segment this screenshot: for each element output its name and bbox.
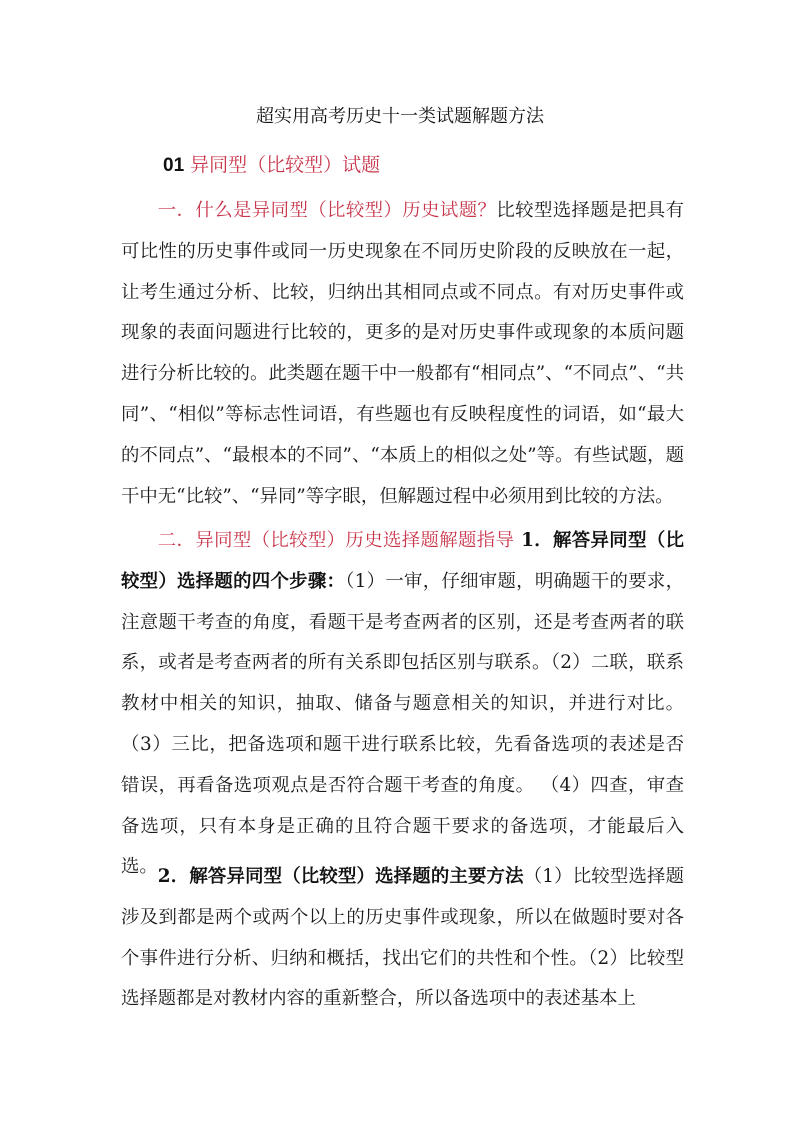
- steps-lead: 1．解答异同型（比较型）选择题的四个步骤：: [121, 530, 684, 592]
- paragraph-body-definition: 比较型选择题是把具有可比性的历史事件或同一历史现象在不同历史阶段的反映放在一起，让考生通过分析、比较，归纳出其相同点或不同点。有对历史事件或现象的表面问题进行比较的，更多的是对历史事件或现象的本质问题进行分析比较的。此类题在题干中一般都有“相同点”、“不同点”、“共同”、“相似”等标志性词语，有些题也有反映程度性的词语，如“最大的不同点”、“最根本的不同”、“本质上的相似之处”等。有些试题，题干中无“比较”、“异同”等字眼，但解题过程中必须用到比较的方法。: [121, 200, 684, 507]
- document-title: 超实用高考历史十一类试题解题方法: [256, 106, 544, 127]
- paragraph-heading-guidance: 二．异同型（比较型）历史选择题解题指导: [157, 530, 515, 551]
- methods-body: （1）比较型选择题涉及到都是两个或两个以上的历史事件或现象，所以在做题时要对各个事件进行分析、归纳和概括，找出它们的共性和个性。（2）比较型选择题都是对教材内容的重新整合，所以备选项中的表述基本上: [121, 866, 685, 1010]
- methods-lead: 2．解答异同型（比较型）选择题的主要方法: [157, 866, 524, 887]
- paragraph-definition: [121, 191, 684, 517]
- paragraph-guidance: [121, 521, 684, 888]
- paragraph-heading-definition: 一．什么是异同型（比较型）历史试题？: [157, 200, 497, 221]
- section-title: 异同型（比较型）试题: [184, 154, 381, 176]
- steps-body: （1）一审，仔细审题，明确题干的要求，注意题干考查的角度，看题干是考查两者的区别，还是考查两者的联系，或者是考查两者的所有关系即包括区别与联系。（2）二联，联系教材中相关的知识，抽取、储备与题意相关的知识，并进行对比。（3）三比，把备选项和题干进行联系比较，先看备选项的表述是否错误，再看备选项观点是否符合题干考查的角度。 （4）四查，审查备选项，只有本身是正确的且符合题干要求的备选项，才能最后入选。: [121, 570, 684, 878]
- section-number: 01: [163, 155, 185, 176]
- section-heading: [163, 150, 380, 181]
- paragraph-methods: [121, 857, 684, 1020]
